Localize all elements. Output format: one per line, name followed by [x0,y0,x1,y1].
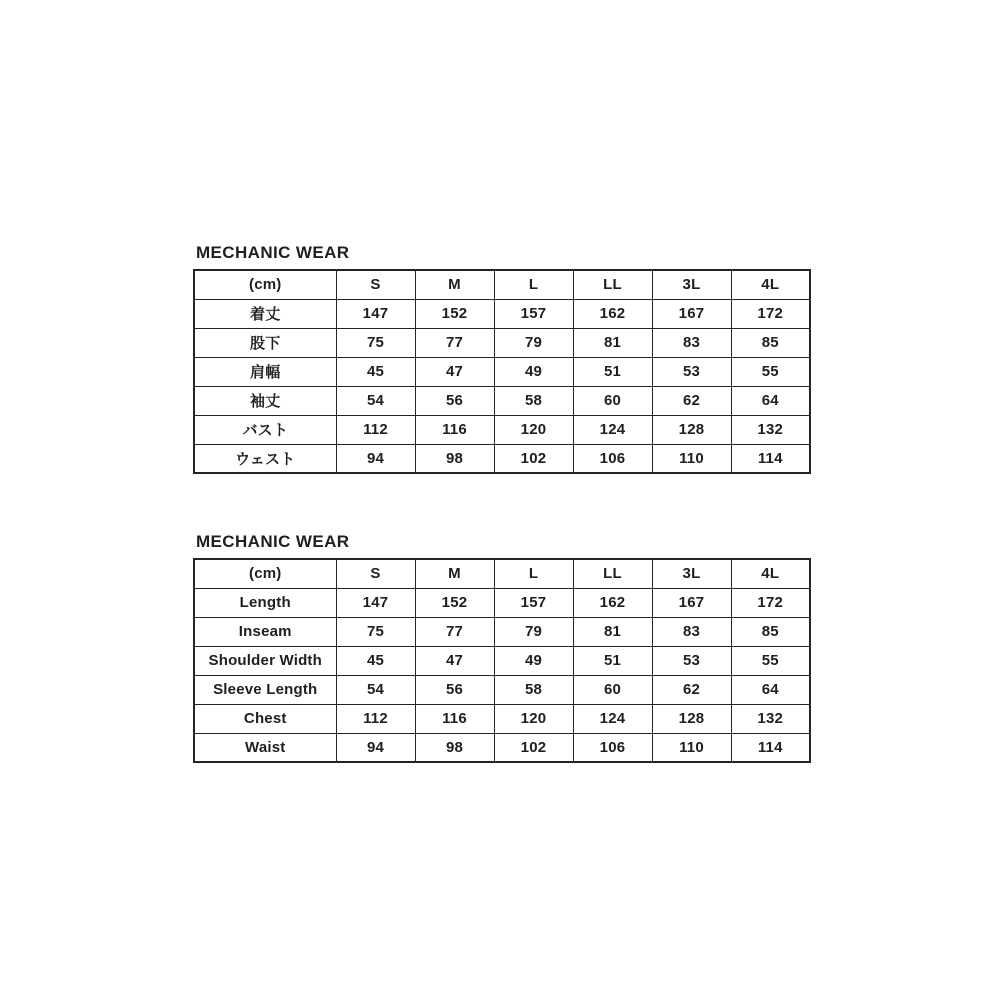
size-value: 152 [415,299,494,328]
size-value: 98 [415,733,494,762]
size-value: 77 [415,617,494,646]
row-label: 肩幅 [194,357,336,386]
size-value: 157 [494,299,573,328]
size-value: 77 [415,328,494,357]
size-value: 62 [652,386,731,415]
size-column-header: M [415,559,494,588]
table-row [194,588,810,617]
size-value: 112 [336,704,415,733]
size-chart-english [193,533,813,763]
size-value: 64 [731,675,810,704]
size-value: 162 [573,299,652,328]
size-value: 172 [731,299,810,328]
size-value: 56 [415,386,494,415]
size-value: 128 [652,415,731,444]
size-value: 75 [336,617,415,646]
table-row [194,328,810,357]
size-value: 98 [415,444,494,473]
size-value: 147 [336,588,415,617]
size-column-header: 4L [731,559,810,588]
size-value: 79 [494,617,573,646]
size-column-header: LL [573,270,652,299]
size-value: 112 [336,415,415,444]
row-label: Shoulder Width [194,646,336,675]
size-value: 128 [652,704,731,733]
row-label: 股下 [194,328,336,357]
table-row [194,444,810,473]
row-label: Sleeve Length [194,675,336,704]
size-value: 120 [494,704,573,733]
size-value: 47 [415,646,494,675]
size-value: 132 [731,415,810,444]
size-value: 75 [336,328,415,357]
size-value: 152 [415,588,494,617]
table-row [194,386,810,415]
table-row [194,617,810,646]
size-value: 157 [494,588,573,617]
size-value: 106 [573,444,652,473]
row-label: Chest [194,704,336,733]
row-label: ウェスト [194,444,336,473]
size-table-japanese [193,269,811,474]
size-value: 58 [494,386,573,415]
size-value: 55 [731,357,810,386]
size-value: 110 [652,733,731,762]
size-value: 110 [652,444,731,473]
size-value: 60 [573,675,652,704]
size-value: 94 [336,444,415,473]
size-value: 94 [336,733,415,762]
header-row [194,270,810,299]
size-value: 124 [573,704,652,733]
chart-title: MECHANIC WEAR [196,532,350,551]
size-value: 83 [652,617,731,646]
size-column-header: 3L [652,559,731,588]
size-column-header: M [415,270,494,299]
unit-header: (cm) [194,270,336,299]
size-value: 54 [336,386,415,415]
size-value: 102 [494,733,573,762]
table-row [194,646,810,675]
row-label: Waist [194,733,336,762]
size-table-english [193,558,811,763]
table-row [194,357,810,386]
size-value: 51 [573,646,652,675]
chart-title: MECHANIC WEAR [196,243,350,262]
size-value: 79 [494,328,573,357]
row-label: Inseam [194,617,336,646]
size-value: 81 [573,328,652,357]
table-row [194,704,810,733]
size-value: 147 [336,299,415,328]
size-value: 49 [494,357,573,386]
size-value: 53 [652,357,731,386]
table-row [194,299,810,328]
size-value: 51 [573,357,652,386]
size-value: 132 [731,704,810,733]
table-row [194,415,810,444]
size-value: 85 [731,617,810,646]
size-column-header: L [494,559,573,588]
size-value: 53 [652,646,731,675]
size-column-header: LL [573,559,652,588]
size-value: 124 [573,415,652,444]
size-value: 83 [652,328,731,357]
size-column-header: 3L [652,270,731,299]
row-label: 袖丈 [194,386,336,415]
size-value: 49 [494,646,573,675]
size-value: 54 [336,675,415,704]
size-value: 45 [336,357,415,386]
size-value: 58 [494,675,573,704]
size-value: 64 [731,386,810,415]
size-value: 167 [652,588,731,617]
size-value: 172 [731,588,810,617]
row-label: バスト [194,415,336,444]
size-value: 60 [573,386,652,415]
row-label: Length [194,588,336,617]
size-value: 81 [573,617,652,646]
size-value: 85 [731,328,810,357]
size-value: 114 [731,444,810,473]
size-value: 62 [652,675,731,704]
size-value: 114 [731,733,810,762]
size-value: 120 [494,415,573,444]
size-column-header: S [336,559,415,588]
size-value: 116 [415,704,494,733]
size-value: 167 [652,299,731,328]
size-column-header: S [336,270,415,299]
size-chart-japanese [193,244,813,474]
header-row [194,559,810,588]
size-value: 102 [494,444,573,473]
row-label: 着丈 [194,299,336,328]
size-column-header: 4L [731,270,810,299]
size-value: 55 [731,646,810,675]
size-value: 162 [573,588,652,617]
size-value: 106 [573,733,652,762]
table-row [194,733,810,762]
unit-header: (cm) [194,559,336,588]
size-value: 47 [415,357,494,386]
table-row [194,675,810,704]
size-column-header: L [494,270,573,299]
size-value: 45 [336,646,415,675]
size-value: 116 [415,415,494,444]
size-value: 56 [415,675,494,704]
